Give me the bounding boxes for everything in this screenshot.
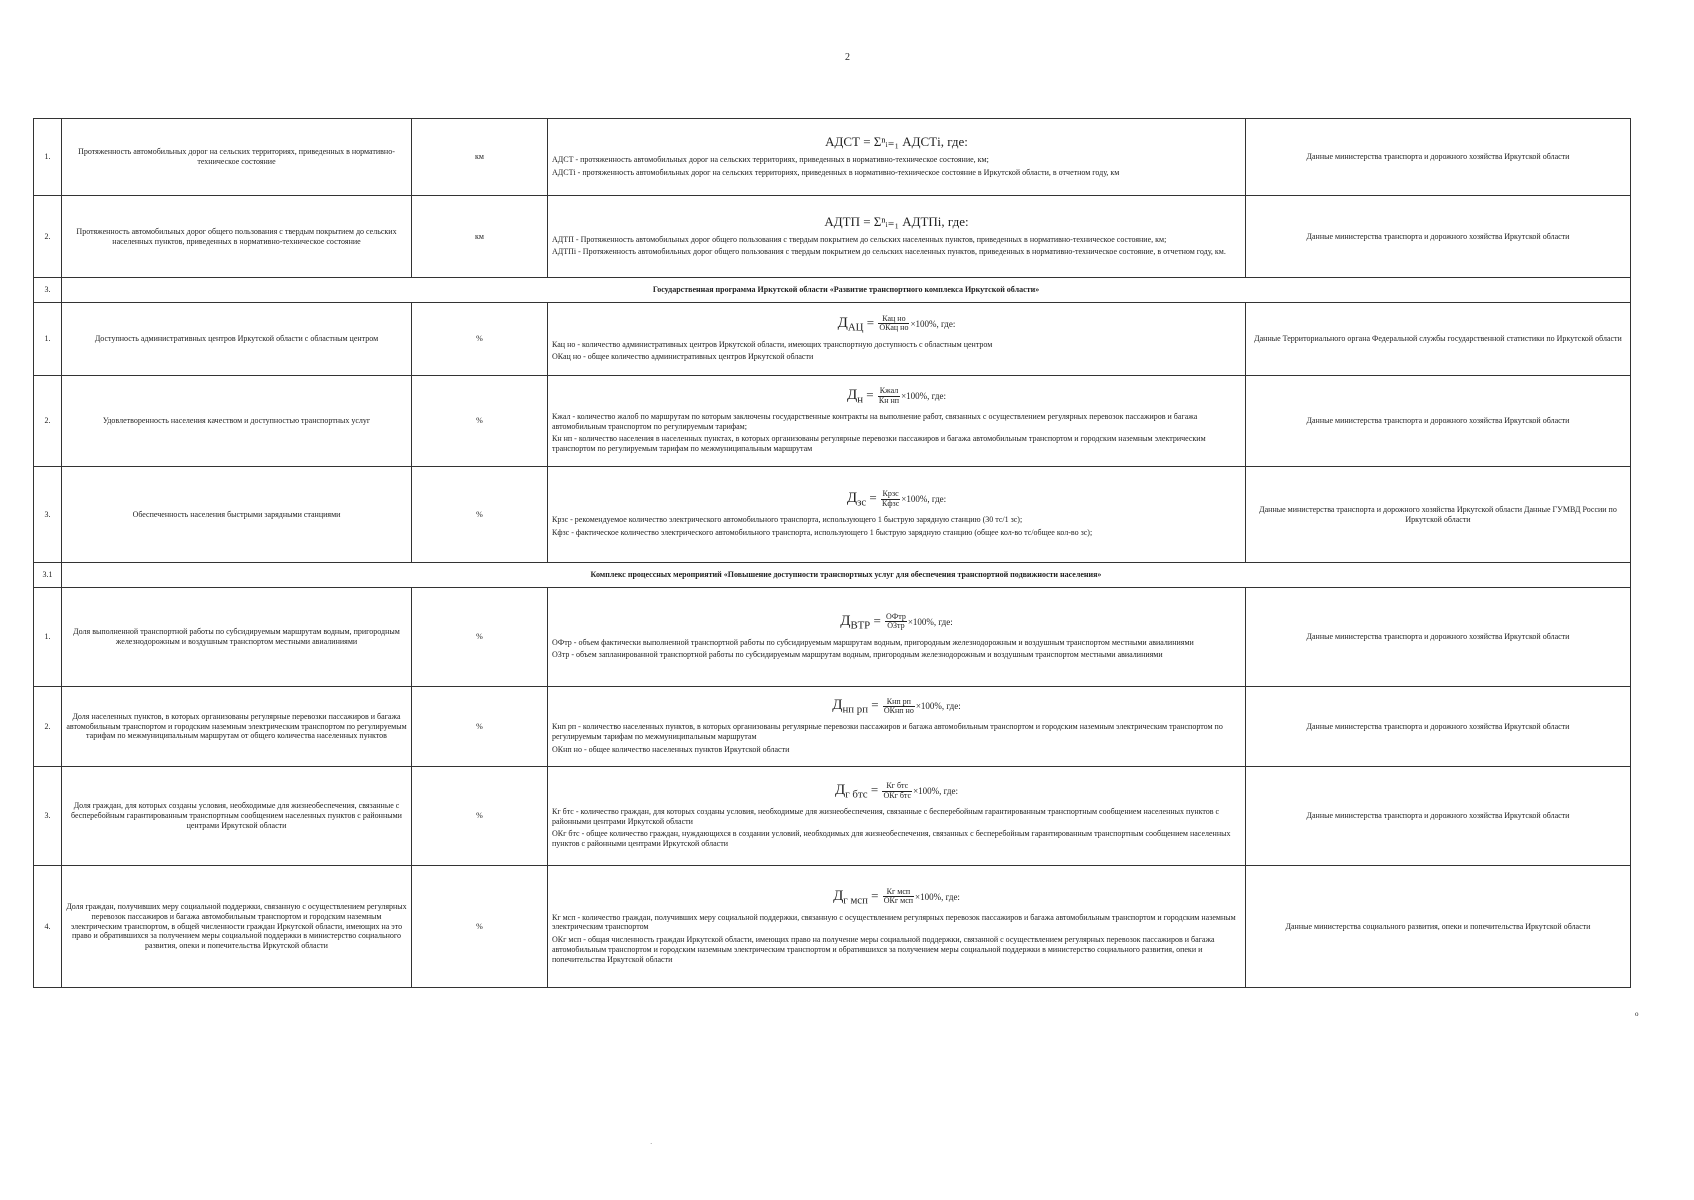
data-source: Данные министерства социального развития, опеки и попечительства Иркутской области (1246, 866, 1631, 988)
data-source: Данные министерства транспорта и дорожного хозяйства Иркутской области (1246, 119, 1631, 196)
variable-description: АДТПi - Протяженность автомобильных дорог общего пользования с твердым покрытием до сельских населенных пунктов, приведенных в нормативно-техническое состояние, в отчетном году, км. (552, 247, 1226, 257)
row-number: 2. (34, 196, 62, 278)
row-number: 1. (34, 588, 62, 687)
variable-description: ОФтр - объем фактически выполненной транспортной работы по субсидируемым маршрутам водным, пригородным железнодорожным и воздушным транспортом местными авиалиниями (552, 637, 1194, 647)
formula-tail: ×100%, где: (915, 891, 960, 902)
formula-denominator: Кн нп (878, 395, 900, 405)
table-row (34, 687, 1631, 767)
table-row (34, 196, 1631, 278)
formula-numerator: Кац но (878, 315, 909, 324)
indicator-name: Доля граждан, получивших меру социальной поддержки, связанную с осуществлением регулярных перевозок пассажиров и багажа автомобильным транспортом и городским наземным электрическим транспортом, в общей численности граждан Иркутской области, имеющих на это право и обратившихся за получением меры социальной поддержки в министерство социального развития, опеки и попечительства Иркутской области (62, 866, 412, 988)
data-source: Данные министерства транспорта и дорожного хозяйства Иркутской области (1246, 196, 1631, 278)
table-row (34, 376, 1631, 467)
formula: $Д_н$ = $\frac{\text{Кжал}}{\text{Кн нп}}$ ×100%, где: (847, 386, 946, 406)
formula-cell (548, 376, 1246, 467)
table-row (34, 767, 1631, 866)
formula-description (552, 515, 1241, 538)
formula-fraction (883, 698, 915, 716)
formula-denominator: ОКг мсп (883, 896, 914, 906)
indicator-table (33, 118, 1631, 988)
formula-subscript: н (857, 393, 864, 406)
row-number: 3.1 (34, 563, 62, 588)
variable-description: Крзс - рекомендуемое количество электрического автомобильного транспорта, использующего 1 быструю зарядную станцию (30 тс/1 зс); (552, 515, 1023, 525)
stray-dot: · (650, 1140, 653, 1148)
formula-lhs: Д (847, 387, 858, 404)
formula-cell (548, 767, 1246, 866)
formula-tail: ×100%, где: (915, 701, 961, 712)
formula-description (552, 155, 1241, 178)
data-source: Данные министерства транспорта и дорожного хозяйства Иркутской области (1246, 687, 1631, 767)
formula-description (552, 340, 1241, 363)
formula: $Д_{нп рп}$ = $\frac{\text{Кнп рп}}{\text{ОКнп но}}$ ×100%, где: (832, 696, 961, 717)
formula-fraction (881, 490, 900, 508)
formula: $Д_{г мсп}$ = $\frac{\text{Кг мсп}}{\text{ОКг мсп}}$ ×100%, где: (833, 886, 960, 907)
row-number: 2. (34, 376, 62, 467)
indicator-name: Доля граждан, для которых созданы условия, необходимые для жизнеобеспечения, связанные с бесперебойным гарантированным транспортным сообщением населенных пунктов с районными центрами Иркутской области (62, 767, 412, 866)
formula-numerator: Кг мсп (883, 888, 914, 897)
table-row (34, 119, 1631, 196)
formula-cell (548, 687, 1246, 767)
formula-cell (548, 119, 1246, 196)
variable-description: Кнп рп - количество населенных пунктов, в которых организованы регулярные перевозки пассажиров и багажа автомобильным транспортом и городским наземным электрическим транспортом по регулируемым тарифам по межмуниципальным маршрутам (552, 722, 1223, 742)
row-number: 1. (34, 119, 62, 196)
row-number: 2. (34, 687, 62, 767)
formula-cell (548, 196, 1246, 278)
formula-lhs: Д (837, 314, 848, 331)
formula: АДСТ = Σⁿᵢ₌₁ АДСТi, где: (825, 134, 968, 150)
unit-of-measure: % (412, 588, 548, 687)
table-row (34, 467, 1631, 563)
unit-of-measure: % (412, 866, 548, 988)
formula-subscript: АЦ (847, 321, 864, 334)
page-number: 2 (845, 52, 850, 63)
formula-fraction (878, 387, 900, 405)
formula-numerator: Кг бтс (882, 782, 912, 791)
formula-subscript: зс (857, 496, 867, 509)
variable-description: Кжал - количество жалоб по маршрутам по которым заключены государственные контракты на выполнение работ, связанных с осуществлением регулярных перевозок пассажиров и багажа автомобильным транспортом по регулируемым тарифам; (552, 411, 1198, 431)
variable-description: Кг мсп - количество граждан, получивших меру социальной поддержки, связанную с осуществлением регулярных перевозок пассажиров и багажа автомобильным транспортом и городским наземным электрическим транспортом (552, 912, 1236, 932)
formula-subscript: г мсп (843, 894, 868, 907)
variable-description: АДСТ - протяженность автомобильных дорог на сельских территориях, приведенных в нормативно-техническое состояние, км; (552, 155, 989, 165)
formula-description (552, 722, 1241, 754)
data-source: Данные министерства транспорта и дорожного хозяйства Иркутской области Данные ГУМВД России по Иркутской области (1246, 467, 1631, 563)
formula-cell (548, 467, 1246, 563)
variable-description: ОЗтр - объем запланированной транспортной работы по субсидируемым маршрутам водным, пригородным железнодорожным и воздушным транспортом местными авиалиниями (552, 650, 1163, 660)
formula-lhs: Д (833, 887, 844, 904)
formula-subscript: нп рп (842, 704, 869, 717)
formula-tail: ×100%, где: (901, 494, 947, 505)
unit-of-measure: % (412, 687, 548, 767)
section-title: Комплекс процессных мероприятий «Повышение доступности транспортных услуг для обеспечения транспортной подвижности населения» (62, 563, 1631, 588)
formula-numerator: Кнп рп (883, 698, 915, 707)
formula-tail: ×100%, где: (910, 318, 956, 329)
formula-denominator: ОКнп но (883, 705, 914, 715)
formula-description (552, 235, 1241, 258)
formula-tail: ×100%, где: (907, 616, 953, 627)
formula-fraction (885, 613, 907, 631)
indicator-name: Протяженность автомобильных дорог общего пользования с твердым покрытием до сельских населенных пунктов, приведенных в нормативно-техническое состояние (62, 196, 412, 278)
variable-description: ОКг бтс - общее количество граждан, нуждающихся в создании условий, необходимых для жизнеобеспечения, связанных с бесперебойным гарантированным транспортным сообщением населенных пунктов с районными центрами Иркутской области (552, 829, 1231, 849)
formula-denominator: ОКг бтс (883, 790, 912, 800)
indicator-name: Протяженность автомобильных дорог на сельских территориях, приведенных в нормативно-техническое состояние (62, 119, 412, 196)
section-row (34, 563, 1631, 588)
formula-cell (548, 588, 1246, 687)
table-row (34, 866, 1631, 988)
formula-cell (548, 303, 1246, 376)
formula-description (552, 807, 1241, 849)
indicator-name: Обеспеченность населения быстрыми зарядными станциями (62, 467, 412, 563)
formula-subscript: ВТР (850, 619, 871, 632)
formula: $Д_{г бтс}$ = $\frac{\text{Кг бтс}}{\text{ОКг бтс}}$ ×100%, где: (835, 781, 958, 801)
row-number: 3. (34, 467, 62, 563)
variable-description: ОКг мсп - общая численность граждан Иркутской области, имеющих право на получение меры социальной поддержки, связанной с осуществлением регулярных перевозок пассажиров и багажа автомобильным транспортом и городским наземным электрическим транспортом и обратившихся за получением меры социальной поддержки в министерство социального развития, опеки и попечительства Иркутской области (552, 935, 1215, 964)
data-source: Данные Территориального органа Федеральной службы государственной статистики по Иркутской области (1246, 303, 1631, 376)
unit-of-measure: % (412, 767, 548, 866)
formula-tail: ×100%, где: (901, 391, 946, 402)
formula-subscript: г бтс (845, 788, 868, 801)
formula-denominator: Кфзс (882, 498, 900, 508)
formula: $Д_{АЦ}$ = $\frac{\text{Кац но}}{\text{ОКац но}}$ ×100%, где: (837, 313, 956, 334)
row-number: 3. (34, 278, 62, 303)
variable-description: АДТП - Протяженность автомобильных дорог общего пользования с твердым покрытием до сельских населенных пунктов, приведенных в нормативно-техническое состояние, км; (552, 234, 1167, 244)
formula: $Д_{зс}$ = $\frac{\text{Крзс}}{\text{Кфзс}}$ ×100%, где: (846, 489, 947, 509)
row-number: 3. (34, 767, 62, 866)
unit-of-measure: км (412, 119, 548, 196)
unit-of-measure: % (412, 376, 548, 467)
variable-description: Кац но - количество административных центров Иркутской области, имеющих транспортную доступность с областным центром (552, 339, 993, 349)
indicator-name: Доступность административных центров Иркутской области с областным центром (62, 303, 412, 376)
formula: $Д_{ВТР}$ = $\frac{\text{ОФтр}}{\text{ОЗтр}}$ ×100%, где: (840, 611, 953, 632)
indicator-name: Доля населенных пунктов, в которых организованы регулярные перевозки пассажиров и багажа автомобильным транспортом и городским наземным электрическим транспортом по регулируемым тарифам по межмуниципальным маршрутам от общего количества населенных пунктов (62, 687, 412, 767)
data-source: Данные министерства транспорта и дорожного хозяйства Иркутской области (1246, 376, 1631, 467)
formula-lhs: Д (832, 697, 843, 714)
variable-description: АДСТi - протяженность автомобильных дорог на сельских территориях, приведенных в нормативно-техническое состояние в Иркутской области, в отчетном году, км (552, 167, 1120, 177)
formula-fraction (878, 315, 909, 333)
variable-description: Кн нп - количество населения в населенных пунктах, в которых организованы регулярные перевозки пассажиров и багажа автомобильным транспортом и городским наземным электрическим транспортом по регулируемым тарифам по межмуниципальным маршрутам (552, 434, 1206, 454)
formula-numerator: Кжал (879, 386, 899, 396)
variable-description: Кфзс - фактическое количество электрического автомобильного транспорта, использующего 1 быструю зарядную станцию (общее кол-во тс/общее кол-во зс); (552, 527, 1093, 537)
data-source: Данные министерства транспорта и дорожного хозяйства Иркутской области (1246, 767, 1631, 866)
formula-numerator: Крзс (882, 489, 899, 499)
formula-cell (548, 866, 1246, 988)
formula-lhs: Д (840, 612, 851, 629)
formula: АДТП = Σⁿᵢ₌₁ АДТПi, где: (824, 213, 969, 229)
formula-denominator: ОЗтр (887, 621, 905, 631)
variable-description: Кг бтс - количество граждан, для которых созданы условия, необходимые для жизнеобеспечения, связанные с бесперебойным гарантированным транспортным сообщением населенных пунктов с районными центрами Иркутской области (552, 806, 1220, 826)
indicator-name: Удовлетворенность населения качеством и доступностью транспортных услуг (62, 376, 412, 467)
formula-numerator: ОФтр (886, 611, 906, 621)
unit-of-measure: км (412, 196, 548, 278)
formula-description (552, 913, 1241, 965)
formula-lhs: Д (835, 782, 846, 799)
unit-of-measure: % (412, 467, 548, 563)
formula-description (552, 412, 1241, 454)
section-row (34, 278, 1631, 303)
unit-of-measure: % (412, 303, 548, 376)
formula-denominator: ОКац но (879, 323, 909, 333)
section-title: Государственная программа Иркутской области «Развитие транспортного комплекса Иркутской области» (62, 278, 1631, 303)
table-row (34, 588, 1631, 687)
row-number: 4. (34, 866, 62, 988)
table-row (34, 303, 1631, 376)
formula-tail: ×100%, где: (913, 786, 958, 797)
formula-description (552, 638, 1241, 661)
formula-fraction (882, 782, 912, 800)
indicator-name: Доля выполненной транспортной работы по субсидируемым маршрутам водным, пригородным железнодорожным и воздушным транспортом местными авиалиниями (62, 588, 412, 687)
formula-fraction (883, 888, 914, 906)
data-source: Данные министерства транспорта и дорожного хозяйства Иркутской области (1246, 588, 1631, 687)
row-number: 1. (34, 303, 62, 376)
stray-mark: o (1635, 1010, 1639, 1018)
formula-lhs: Д (846, 490, 858, 507)
variable-description: ОКнп но - общее количество населенных пунктов Иркутской области (552, 744, 790, 754)
variable-description: ОКац но - общее количество административных центров Иркутской области (552, 352, 814, 362)
